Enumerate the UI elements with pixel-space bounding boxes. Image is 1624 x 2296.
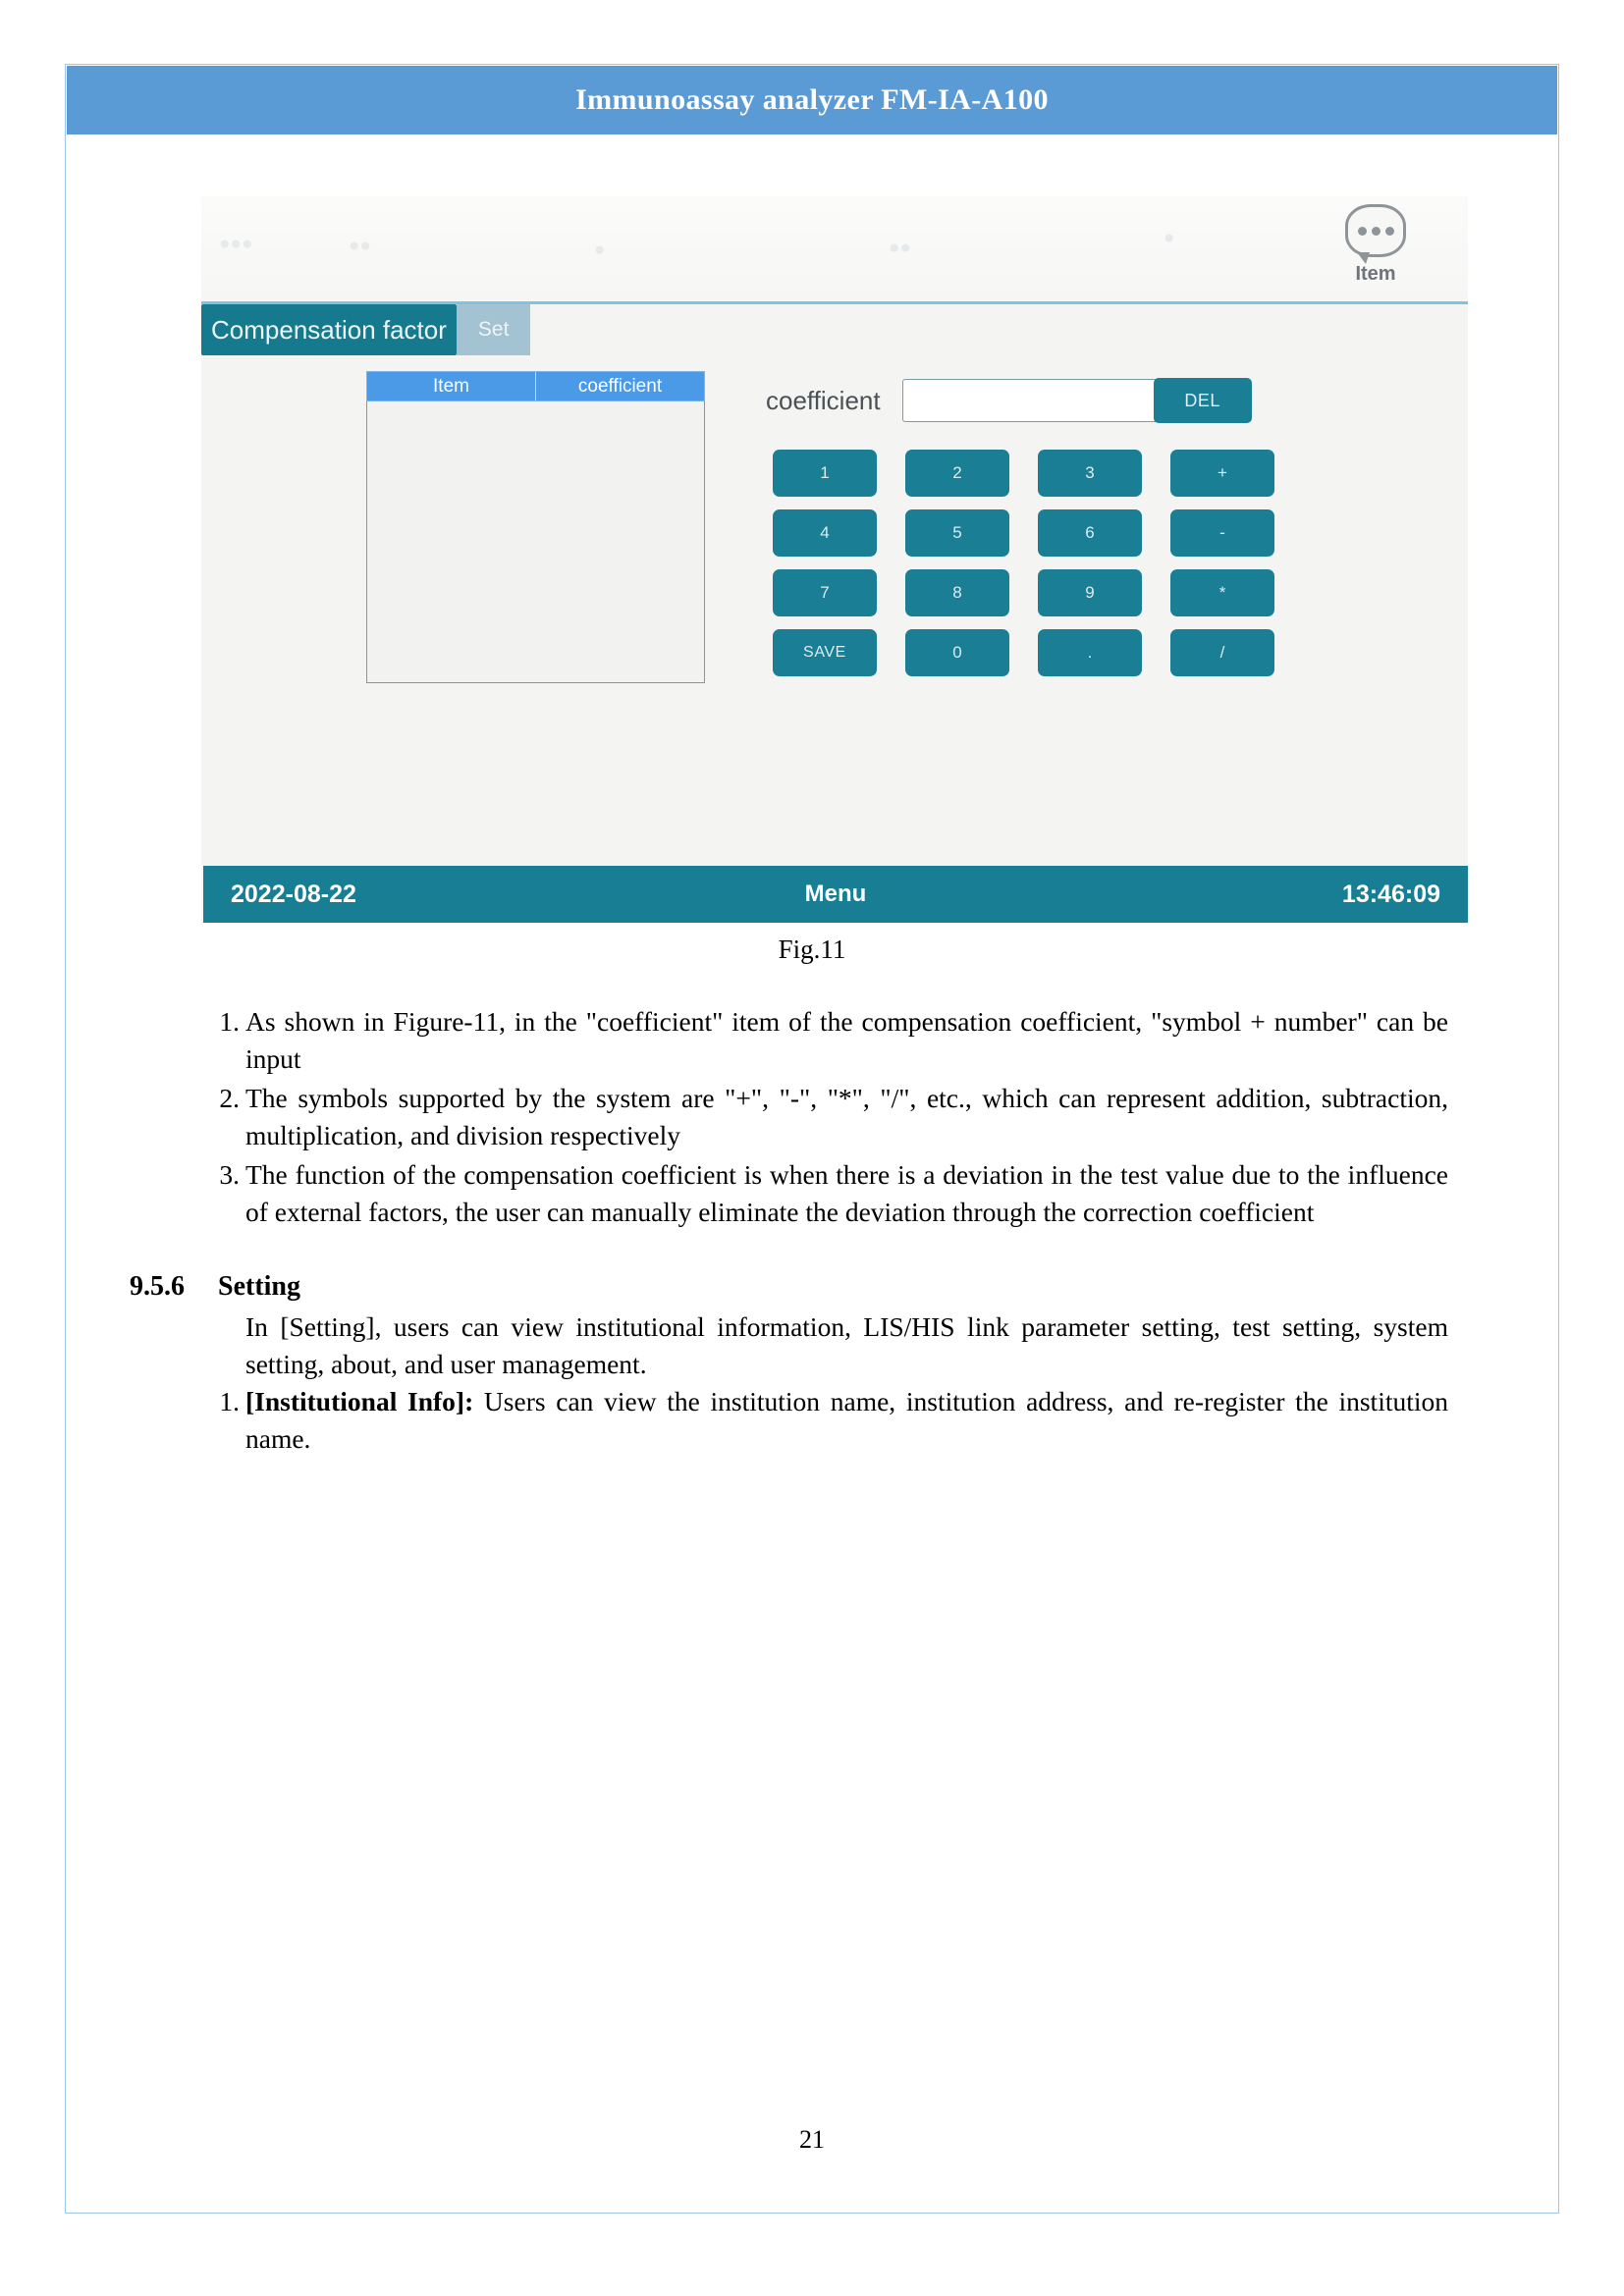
status-date: 2022-08-22 xyxy=(231,880,356,908)
tab-set[interactable]: Set xyxy=(457,304,531,355)
table-header-row xyxy=(366,371,705,401)
key-slash[interactable]: / xyxy=(1170,629,1274,676)
section-numbered-list xyxy=(187,1383,1448,1458)
numeric-keypad xyxy=(773,450,1274,676)
list-marker: 2. xyxy=(219,1082,240,1113)
faint-topbar-text: ●● xyxy=(889,238,911,258)
section-heading xyxy=(130,1268,1448,1307)
numbered-list xyxy=(187,1003,1448,1231)
list-text: The symbols supported by the system are "+", "-", "*", "/", etc., which can represent addition, subtraction, multiplication, and division respectively xyxy=(245,1082,1448,1150)
faint-topbar-text: ● xyxy=(594,240,606,260)
menu-button[interactable]: Menu xyxy=(804,881,867,907)
list-item xyxy=(187,1003,1448,1078)
section-intro: In [Setting], users can view institutional information, LIS/HIS link parameter setting, test setting, system setting, about, and user management. xyxy=(245,1311,1448,1380)
key-2[interactable]: 2 xyxy=(905,450,1009,497)
column-header-coefficient: coefficient xyxy=(577,375,663,397)
page-number: 21 xyxy=(799,2125,825,2154)
list-item xyxy=(187,1156,1448,1231)
list-text-bold-lead: [Institutional Info]: xyxy=(245,1386,474,1417)
key-asterisk[interactable]: * xyxy=(1170,569,1274,616)
key-plus[interactable]: + xyxy=(1170,450,1274,497)
faint-topbar-text: ●●● xyxy=(219,234,253,254)
list-text-rest: Users can view the institution name, institution address, and re-register the institution name. xyxy=(245,1386,1449,1455)
key-3[interactable]: 3 xyxy=(1038,450,1142,497)
key-1[interactable]: 1 xyxy=(773,450,877,497)
section-number: 9.5.6 xyxy=(130,1270,185,1302)
coefficient-label: coefficient xyxy=(766,385,881,415)
delete-button[interactable]: DEL xyxy=(1154,378,1252,423)
item-button-label: Item xyxy=(1355,263,1396,285)
list-text: As shown in Figure-11, in the "coefficient" item of the compensation coefficient, "symbol + number" can be input xyxy=(245,1006,1448,1074)
key-8[interactable]: 8 xyxy=(905,569,1009,616)
list-item xyxy=(187,1080,1448,1154)
document-header xyxy=(67,66,1557,134)
key-7[interactable]: 7 xyxy=(773,569,877,616)
faint-topbar-text: ●● xyxy=(349,236,371,256)
coefficient-input-row xyxy=(766,378,1252,423)
key-6[interactable]: 6 xyxy=(1038,509,1142,557)
device-screenshot-figure xyxy=(201,196,1468,923)
status-time: 13:46:09 xyxy=(1341,880,1440,908)
key-9[interactable]: 9 xyxy=(1038,569,1142,616)
key-save[interactable]: SAVE xyxy=(773,629,877,676)
device-status-bar xyxy=(203,866,1468,923)
list-text xyxy=(245,1386,1448,1454)
device-top-bar xyxy=(201,196,1468,302)
list-text: The function of the compensation coefficient is when there is a deviation in the test value due to the influence of external factors, the user can manually eliminate the deviation through the correction coefficient xyxy=(245,1158,1448,1227)
list-item xyxy=(187,1383,1448,1458)
column-header-item: Item xyxy=(367,372,536,400)
tab-strip xyxy=(201,304,530,355)
key-minus[interactable]: - xyxy=(1170,509,1274,557)
list-marker: 1. xyxy=(219,1006,240,1037)
key-5[interactable]: 5 xyxy=(905,509,1009,557)
section-title: Setting xyxy=(218,1270,300,1302)
coefficient-input[interactable] xyxy=(902,379,1160,422)
key-4[interactable]: 4 xyxy=(773,509,877,557)
compensation-table xyxy=(366,371,705,683)
page-title: Immunoassay analyzer FM-IA-A100 xyxy=(575,83,1049,116)
list-marker: 1. xyxy=(219,1386,240,1417)
key-0[interactable]: 0 xyxy=(905,629,1009,676)
body-content xyxy=(130,1003,1449,1460)
list-marker: 3. xyxy=(219,1158,240,1190)
item-button[interactable] xyxy=(1323,204,1429,286)
table-body-empty[interactable] xyxy=(366,401,705,683)
faint-topbar-text: ● xyxy=(1164,228,1175,248)
figure-caption: Fig.11 xyxy=(778,934,846,964)
key-decimal-point[interactable]: . xyxy=(1038,629,1142,676)
speech-bubble-dots-icon xyxy=(1345,204,1406,257)
tab-compensation-factor[interactable]: Compensation factor xyxy=(201,304,457,355)
